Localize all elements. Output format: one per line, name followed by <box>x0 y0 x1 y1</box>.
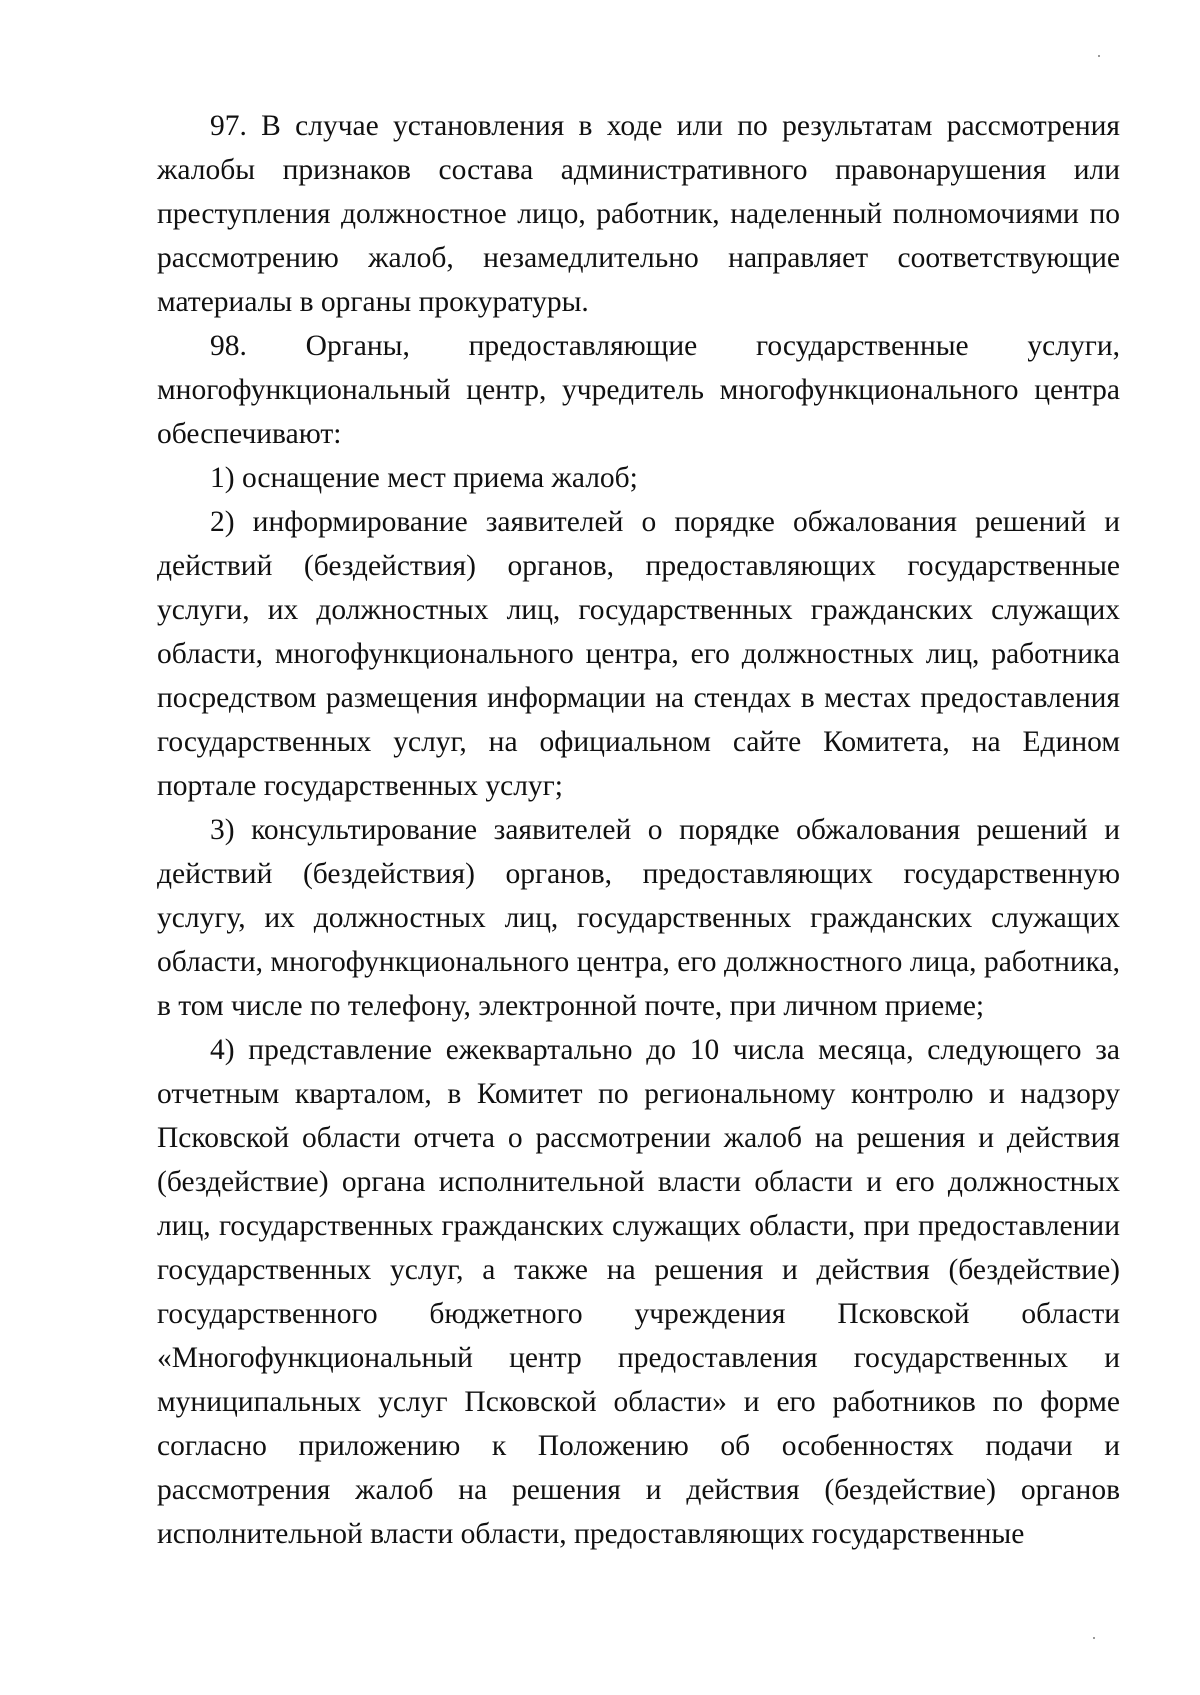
scan-speck <box>1093 1637 1095 1639</box>
document-body <box>157 104 1120 1556</box>
paragraph-98: 98. Органы, предоставляющие государственные услуги, многофункциональный центр, учредитель многофункционального центра обеспечивают: <box>157 330 1120 450</box>
paragraph-97: 97. В случае установления в ходе или по результатам рассмотрения жалобы признаков состава административного правонарушения или преступления должностное лицо, работник, наделенный полномочиями по рассмотрению жалоб, незамедлительно направляет соответствующие материалы в органы прокуратуры. <box>157 110 1120 318</box>
list-item-2: 2) информирование заявителей о порядке обжалования решений и действий (бездействия) органов, предоставляющих государственные услуги, их должностных лиц, государственных гражданских служащих области, многофункционального центра, его должностных лиц, работника посредством размещения информации на стендах в местах предоставления государственных услуг, на официальном сайте Комитета, на Едином портале государственных услуг; <box>157 506 1120 802</box>
list-item-1: 1) оснащение мест приема жалоб; <box>210 462 638 494</box>
scan-speck <box>1098 55 1100 57</box>
list-item-4: 4) представление ежеквартально до 10 числа месяца, следующего за отчетным кварталом, в Комитет по региональному контролю и надзору Псковской области отчета о рассмотрении жалоб на решения и действия (бездействие) органа исполнительной власти области и его должностных лиц, государственных гражданских служащих области, при предоставлении государственных услуг, а также на решения и действия (бездействие) государственного бюджетного учреждения Псковской области «Многофункциональный центр предоставления государственных и муниципальных услуг Псковской области» и его работников по форме согласно приложению к Положению об особенностях подачи и рассмотрения жалоб на решения и действия (бездействие) органов исполнительной власти области, предоставляющих государственные <box>157 1034 1120 1550</box>
list-item-3: 3) консультирование заявителей о порядке обжалования решений и действий (бездействия) органов, предоставляющих государственную услугу, их должностных лиц, государственных гражданских служащих области, многофункционального центра, его должностного лица, работника, в том числе по телефону, электронной почте, при личном приеме; <box>157 814 1120 1022</box>
